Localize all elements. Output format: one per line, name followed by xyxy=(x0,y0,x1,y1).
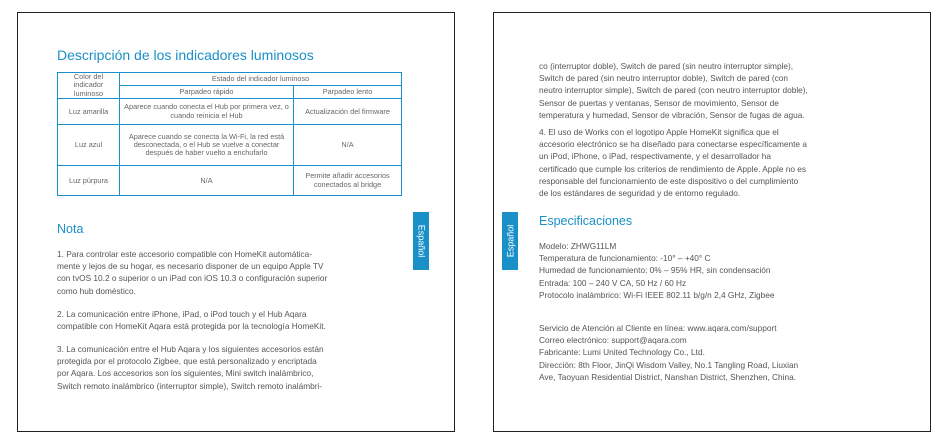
text-line: certificado que cumple los criterios de rendimiento de Apple. Apple no es xyxy=(539,163,807,174)
text-line: neutro interruptor simple), Switch de pared (con neutro interruptor doble), xyxy=(539,85,808,96)
table-cell-slow: Actualización del firmware xyxy=(294,99,402,125)
contact-line: Correo electrónico: support@aqara.com xyxy=(539,335,687,346)
table-col-header-color: Color del indicador luminoso xyxy=(58,73,120,99)
note-title: Nota xyxy=(57,222,84,236)
text-line: 4. El uso de Works con el logotipo Apple HomeKit significa que el xyxy=(539,127,779,137)
spec-item: Entrada: 100 – 240 V CA, 50 Hz / 60 Hz xyxy=(539,277,687,288)
text-line: 1. Para controlar este accesorio compatible con HomeKit automática- xyxy=(57,249,313,259)
table-subheader-slow: Parpadeo lento xyxy=(294,86,402,99)
table-row xyxy=(58,125,402,166)
text-line: un iPod, iPhone, o iPad, respectivamente, y el desarrollador ha xyxy=(539,151,771,162)
table-cell-fast: Aparece cuando se conecta la Wi-Fi, la red está desconectada, o el Hub se vuelve a conectar después de haber vuelto a enchufarlo xyxy=(120,125,294,166)
indicator-table xyxy=(57,72,402,196)
contact-info xyxy=(539,322,798,383)
text-line: 3. La comunicación entre el Hub Aqara y los siguientes accesorios están xyxy=(57,344,324,354)
text-line: 2. La comunicación entre iPhone, iPad, o iPod touch y el Hub Aqara xyxy=(57,309,307,319)
table-row xyxy=(58,166,402,196)
language-tab-label: Español xyxy=(505,224,515,258)
text-line: temperatura y humedad, Sensor de vibración, Sensor de fugas de agua. xyxy=(539,109,805,120)
language-tab-right xyxy=(502,212,518,270)
language-tab-left xyxy=(413,212,429,270)
note-paragraph-3 xyxy=(57,343,401,392)
contact-line: Servicio de Atención al Cliente en línea: www.aqara.com/support xyxy=(539,323,777,333)
language-tab-label: Español xyxy=(416,224,426,258)
table-cell-fast: N/A xyxy=(120,166,294,196)
text-line: protegida por el protocolo Zigbee, que está personalizado y encriptada xyxy=(57,356,317,367)
text-line: por Aqara. Los accesorios son los siguientes, Mini switch inalámbrico, xyxy=(57,368,314,379)
table-row xyxy=(58,99,402,125)
table-cell-slow: Permite añadir accesorios conectados al bridge xyxy=(294,166,402,196)
table-header-row xyxy=(58,73,402,86)
contact-line: Fabricante: Lumi United Technology Co., Ltd. xyxy=(539,347,705,358)
text-line: mente y lejos de su hogar, es necesario disponer de un equipo Apple TV xyxy=(57,261,324,272)
table-cell-slow: N/A xyxy=(294,125,402,166)
table-cell-fast: Aparece cuando conecta el Hub por primera vez, o cuando reinicia el Hub xyxy=(120,99,294,125)
text-line: de los estándares de seguridad y de entorno regulado. xyxy=(539,188,741,199)
text-line: responsable del funcionamiento de este dispositivo o del cumplimiento xyxy=(539,175,799,186)
text-line: Switch de pared (sin neutro interruptor doble), Switch de pared (con xyxy=(539,73,789,84)
text-line: compatible con HomeKit Aqara está protegida por la tecnología HomeKit. xyxy=(57,321,326,332)
table-cell-color: Luz púrpura xyxy=(58,166,120,196)
spec-item: Modelo: ZHWG11LM xyxy=(539,241,617,251)
spec-item: Temperatura de funcionamiento: -10° – +40° C xyxy=(539,253,711,264)
body-paragraph-4 xyxy=(539,126,883,199)
spec-title: Especificaciones xyxy=(539,214,633,228)
table-cell-color: Luz amarilla xyxy=(58,99,120,125)
spec-item: Protocolo inalámbrico: Wi-Fi IEEE 802.11 b/g/n 2,4 GHz, Zigbee xyxy=(539,289,775,300)
table-subheader-fast: Parpadeo rápido xyxy=(120,86,294,99)
table-group-header: Estado del indicador luminoso xyxy=(120,73,402,86)
section-title-indicators: Descripción de los indicadores luminosos xyxy=(57,47,314,63)
note-paragraph-1 xyxy=(57,248,401,297)
text-line: accesorio electrónico se ha diseñado para conectarse específicamente a xyxy=(539,139,807,150)
text-line: como hub doméstico. xyxy=(57,285,136,296)
text-line: con tvOS 10.2 o superior o un iPad con iOS 10.3 o configuración superior xyxy=(57,273,328,284)
text-line: Switch remoto inalámbrico (interruptor simple), Switch remoto inalámbri- xyxy=(57,380,323,391)
contact-line: Ave, Taoyuan Residential District, Nanshan District, Shenzhen, China. xyxy=(539,371,797,382)
body-paragraph-continued xyxy=(539,60,883,121)
spec-list xyxy=(539,240,775,301)
text-line: Sensor de puertas y ventanas, Sensor de movimiento, Sensor de xyxy=(539,97,779,108)
text-line: co (interruptor doble), Switch de pared (sin neutro interruptor simple), xyxy=(539,61,794,71)
contact-line: Dirección: 8th Floor, JinQi Wisdom Valley, No.1 Tangling Road, Liuxian xyxy=(539,359,799,370)
table-cell-color: Luz azul xyxy=(58,125,120,166)
note-paragraph-2 xyxy=(57,308,401,332)
spec-item: Humedad de funcionamiento: 0% – 95% HR, sin condensación xyxy=(539,265,771,276)
